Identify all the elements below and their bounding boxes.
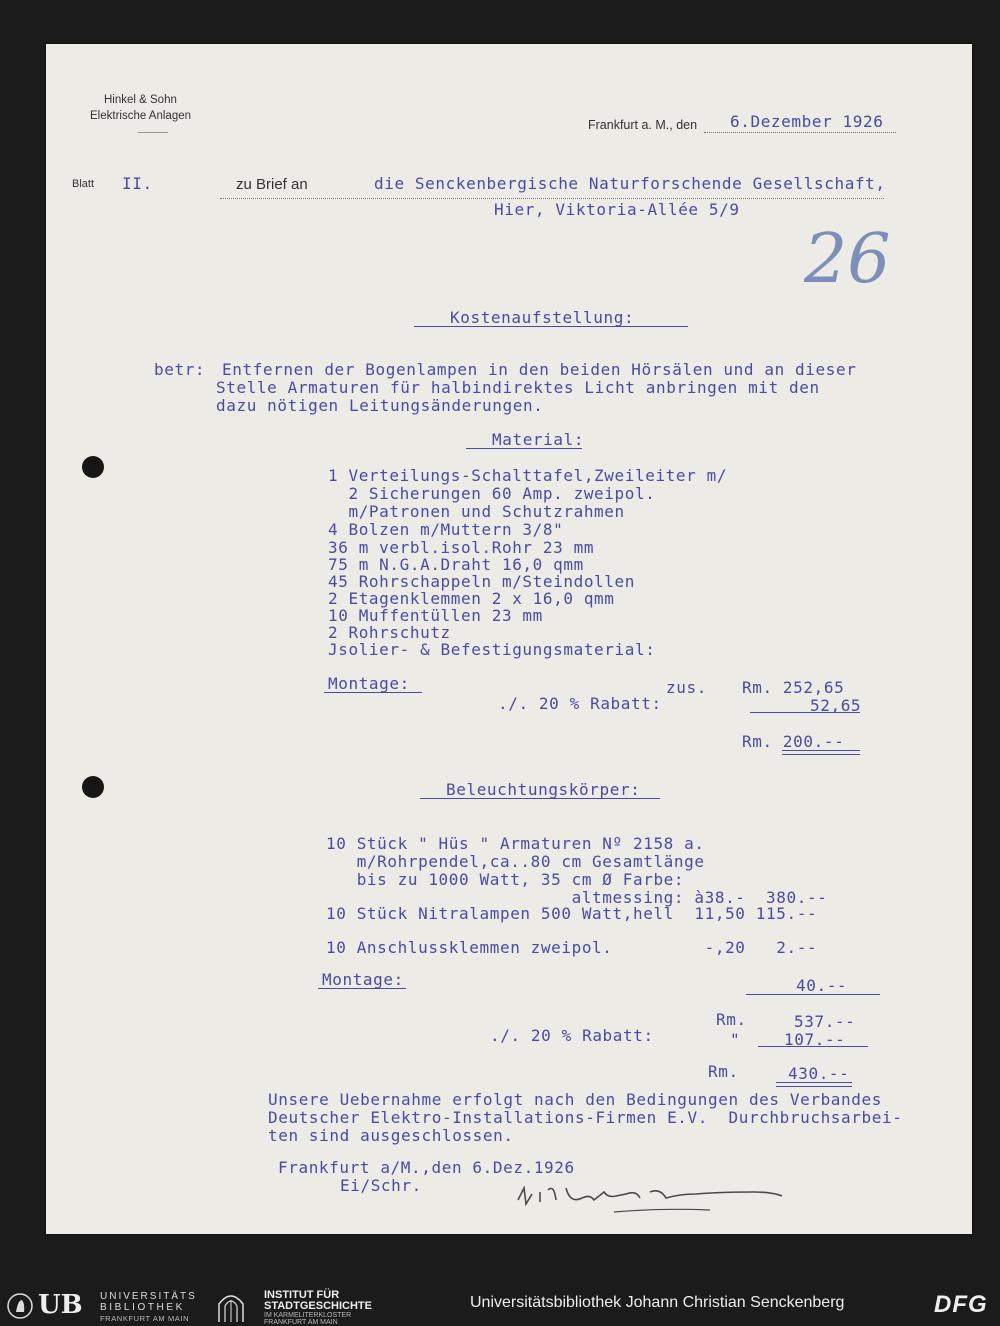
betr-line-3: dazu nötigen Leitungsänderungen. [216, 396, 544, 415]
total-double-line-2 [782, 754, 860, 755]
letterhead-subtitle: Elektrische Anlagen [90, 110, 192, 122]
punch-hole-bottom [82, 776, 104, 798]
material-item: 2 Sicherungen 60 Amp. zweipol. [328, 484, 656, 503]
address-dotted-line [220, 198, 884, 199]
material-item: Jsolier- & Befestigungsmaterial: [328, 640, 656, 659]
letterhead-company: Hinkel & Sohn [104, 94, 177, 106]
beleuchtung-heading: Beleuchtungskörper: [446, 780, 641, 799]
material-underline [466, 448, 582, 449]
material-item: 2 Rohrschutz [328, 623, 451, 642]
blatt-label: Blatt [72, 178, 95, 190]
date-dotted-line [704, 132, 896, 133]
beleuchtung-underline [420, 798, 660, 799]
isg-line-1: INSTITUT FÜR [264, 1289, 340, 1301]
sum-label: Rm. [716, 1010, 747, 1029]
closing-line: Unsere Uebernahme erfolgt nach den Bedingungen des Verbandes [268, 1090, 882, 1109]
betr-line-1: Entfernen der Bogenlampen in den beiden Hörsälen und an dieser [222, 360, 857, 379]
date-value: 6.Dezember 1926 [730, 112, 884, 131]
montage-underline [324, 692, 422, 693]
address-line1: die Senckenbergische Naturforschende Gesellschaft, [374, 174, 886, 193]
date-label: Frankfurt a. M., den [588, 118, 698, 132]
university-seal-icon [6, 1292, 34, 1320]
material-item: 10 Muffentüllen 23 mm [328, 606, 543, 625]
closing-line: Deutscher Elektro-Installations-Firmen E.V. Durchbruchsarbei- [268, 1108, 903, 1127]
handwritten-signature [510, 1170, 800, 1218]
rabatt-value: 52,65 [810, 696, 862, 715]
ub-line-3: FRANKFURT AM MAIN [100, 1314, 190, 1323]
address-prefix: zu Brief an [236, 176, 308, 193]
montage2-value: 40.-- [796, 976, 848, 995]
material-item: 45 Rohrschappeln m/Steindollen [328, 572, 635, 591]
betr-line-2: Stelle Armaturen für halbindirektes Licht anbringen mit den [216, 378, 820, 397]
address-line2: Hier, Viktoria-Allée 5/9 [494, 200, 740, 219]
total2-value: 430.-- [788, 1064, 850, 1083]
ub-line-2: BIBLIOTHEK [100, 1302, 185, 1313]
material-item: 2 Etagenklemmen 2 x 16,0 qmm [328, 589, 615, 608]
material-item: 75 m N.G.A.Draht 16,0 qmm [328, 555, 584, 574]
document-sheet [46, 44, 972, 1234]
material-item: 4 Bolzen m/Muttern 3/8" [328, 520, 564, 539]
betr-label: betr: [154, 360, 206, 379]
punch-hole-top [82, 456, 104, 478]
montage-total: Rm. 200.-- [742, 732, 845, 751]
beleuchtung-line: m/Rohrpendel,ca..80 cm Gesamtlänge [326, 852, 705, 871]
rabatt2-ditto: " [730, 1030, 741, 1049]
total-double-line-1 [782, 750, 860, 751]
rabatt2-label: ./. 20 % Rabatt: [490, 1026, 654, 1045]
document-title: Kostenaufstellung: [450, 308, 635, 327]
corner-rule [138, 132, 168, 133]
rabatt2-underline [758, 1046, 868, 1047]
viewer-footer [0, 1286, 1000, 1326]
beleuchtung-line: bis zu 1000 Watt, 35 cm Ø Farbe: [326, 870, 685, 889]
total2-double-line-1 [776, 1082, 852, 1083]
institute-arch-icon [216, 1290, 246, 1322]
zus-label: zus. [666, 678, 707, 697]
montage-label: Montage: [328, 674, 410, 693]
beleuchtung-line: 10 Anschlussklemmen zweipol. -,20 2.-- [326, 938, 818, 957]
beleuchtung-line: 10 Stück Nitralampen 500 Watt,hell 11,50 115.-- [326, 904, 818, 923]
material-heading: Material: [492, 430, 585, 449]
montage2-label: Montage: [322, 970, 404, 989]
montage2-sum-line [746, 994, 880, 995]
material-item: m/Patronen und Schutzrahmen [328, 502, 625, 521]
material-item: 36 m verbl.isol.Rohr 23 mm [328, 538, 595, 557]
rabatt2-value: 107.-- [784, 1030, 846, 1049]
zus-value: Rm. 252,65 [742, 678, 845, 697]
closing-line: ten sind ausgeschlossen. [268, 1126, 514, 1145]
rabatt-label: ./. 20 % Rabatt: [498, 694, 662, 713]
isg-line-4: FRANKFURT AM MAIN [264, 1319, 338, 1326]
title-underline [414, 326, 688, 327]
total2-double-line-2 [776, 1086, 852, 1087]
total2-label: Rm. [708, 1062, 739, 1081]
footer-center-text[interactable]: Universitätsbibliothek Johann Christian Senckenberg [470, 1294, 845, 1311]
pencil-folio-number: 26 [804, 220, 891, 299]
signoff-initials: Ei/Schr. [340, 1176, 422, 1195]
ub-line-1: UNIVERSITÄTS [100, 1291, 197, 1302]
material-item: 1 Verteilungs-Schalttafel,Zweileiter m/ [328, 466, 728, 485]
beleuchtung-line: 10 Stück " Hüs " Armaturen Nº 2158 a. [326, 834, 705, 853]
sum-value: 537.-- [794, 1012, 856, 1031]
montage2-underline [318, 988, 406, 989]
beleuchtung-line: altmessing: à38.- 380.-- [326, 888, 828, 907]
dfg-logo[interactable]: DFG [934, 1291, 988, 1318]
isg-line-2: STADTGESCHICHTE [264, 1300, 372, 1312]
ub-logo[interactable]: UB [38, 1290, 83, 1320]
blatt-value: II. [122, 174, 153, 193]
isg-line-3: IM KARMELITERKLOSTER [264, 1312, 352, 1319]
rabatt-underline [750, 712, 860, 713]
signoff-place-date: Frankfurt a/M.,den 6.Dez.1926 [278, 1158, 575, 1177]
